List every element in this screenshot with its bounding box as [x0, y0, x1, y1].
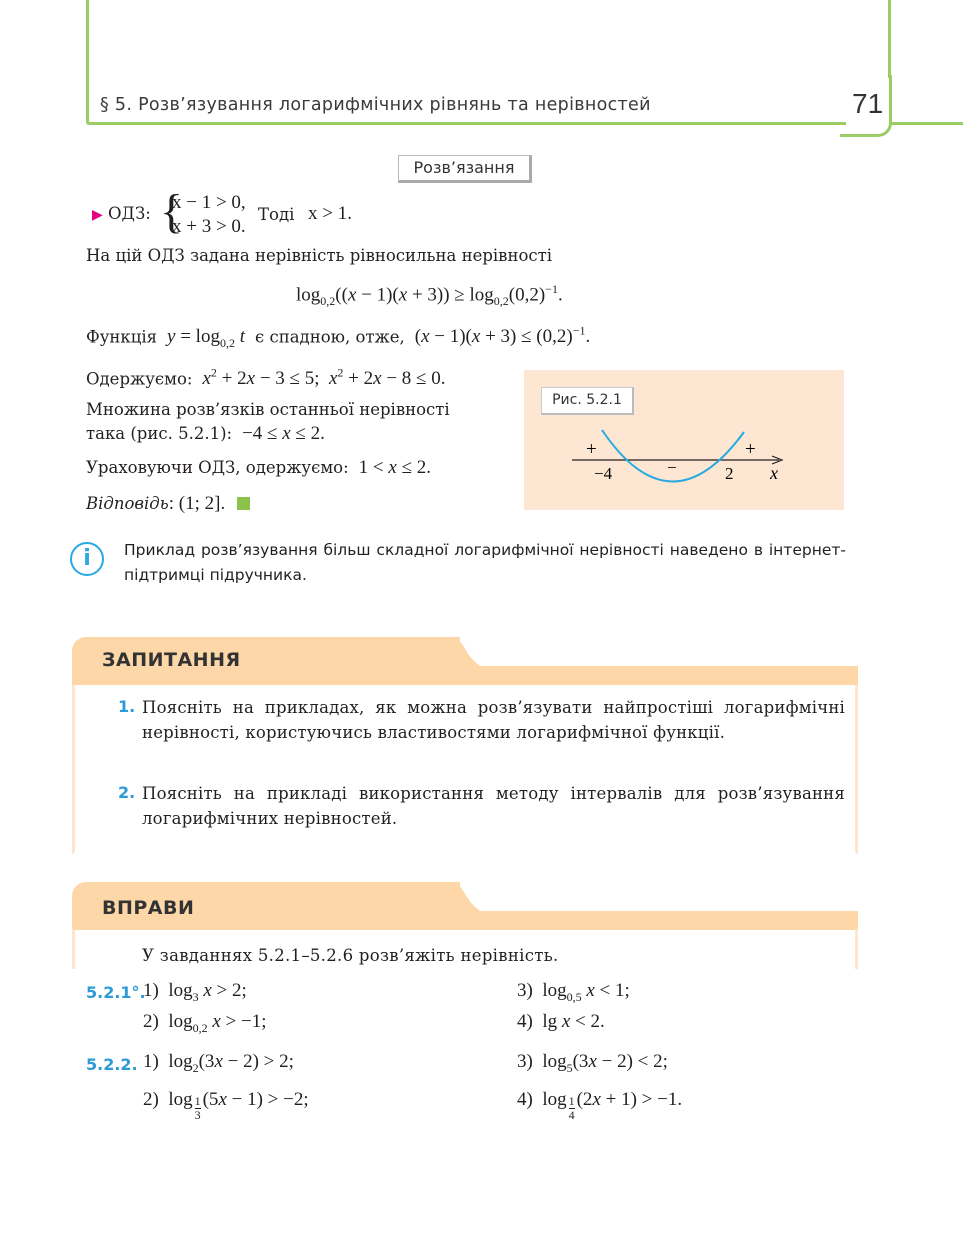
obtain-line: [86, 361, 445, 391]
parabola-figure: [524, 370, 844, 510]
page-header: § 5. Розв’язування логарифмічних рівнянь та нерівностей: [100, 95, 651, 115]
obtain-prefix: Одержуємо:: [86, 369, 193, 389]
end-of-solution-square-icon: [237, 497, 250, 510]
exercise-number-5-2-1: 5.2.1°.: [86, 983, 146, 1002]
exercise-5-2-2-item-1: 1) $\log_2(3x - 2) > 2$;: [143, 1051, 294, 1075]
account-prefix: Ураховуючи ОДЗ, одержуємо:: [86, 458, 349, 477]
solution-label: Розв’язання: [398, 155, 532, 183]
set-line-2-prefix: така (рис. 5.2.1):: [86, 424, 233, 443]
odz-line: [92, 201, 151, 228]
axis-name: x: [770, 463, 778, 483]
func-prefix: Функція: [86, 327, 158, 347]
page-number: 71: [852, 88, 884, 119]
then-expr: x > 1.: [308, 203, 352, 224]
frame-right-extension: [890, 122, 963, 125]
fraction-one-quarter: $\frac{1}{4}$: [568, 1094, 575, 1122]
func-middle: є спадною, отже,: [254, 327, 405, 347]
exercise-5-2-2-item-2: 2) log $\frac{1}{3}$ (5x − 1) > −2;: [143, 1089, 309, 1122]
exercise-5-2-1-item-4: 4) lg x < 2.: [517, 1011, 605, 1032]
func-expr: $y = \log_{0,2} t$: [167, 326, 245, 351]
exercise-5-2-2-item-3: 3) $\log_5(3x - 2) < 2$;: [517, 1051, 668, 1075]
plus-left: +: [586, 439, 597, 460]
odz-prefix: ОДЗ:: [108, 204, 151, 223]
tick-label-right: 2: [725, 464, 734, 483]
exercise-5-2-1-item-1: 1) $\log_3 x > 2$;: [143, 980, 247, 1004]
minus-sign: −: [667, 458, 677, 477]
info-text: Приклад розв’язування більш складної логарифмічної нерівності наведено в інтернет-підтримці підручника.: [124, 541, 846, 584]
solution-line-1: На цій ОДЗ задана нерівність рівносильна нерівності: [86, 246, 553, 265]
question-number-1: 1.: [118, 697, 136, 716]
figure-label: Рис. 5.2.1: [541, 387, 634, 415]
obtain-expr: $x^2 + 2x - 3 \le 5$; $x^2 + 2x - 8 \le 0$.: [202, 366, 446, 390]
answer-line: [86, 491, 250, 516]
exercises-intro: У завданнях 5.2.1–5.2.6 розв’яжіть нерівність.: [142, 946, 559, 965]
set-line-1: Множина розв’язків останньої нерівності: [86, 400, 450, 419]
system-brace: {: [160, 185, 184, 238]
account-line: [86, 455, 431, 480]
answer-label: Відповідь: [86, 494, 169, 513]
account-expr: 1 < x ≤ 2.: [353, 457, 432, 478]
exercise-5-2-1-item-2: 2) $\log_{0,2} x > -1$;: [143, 1011, 267, 1035]
func-result: $(x - 1)(x + 3) \le (0,2)^{-1}$.: [410, 324, 591, 348]
tick-label-left: −4: [594, 464, 613, 483]
fraction-one-third: $\frac{1}{3}$: [194, 1094, 201, 1122]
exercises-title: ВПРАВИ: [102, 897, 195, 919]
question-text-2: Поясніть на прикладі використання методу інтервалів для розв’язування логарифмічних нерівностей.: [142, 784, 845, 828]
question-text-1: Поясніть на прикладах, як можна розв’язувати найпростіші логарифмічні нерівності, користуючись властивостями логарифмічної функції.: [142, 698, 845, 742]
exercise-number-5-2-2: 5.2.2.: [86, 1055, 138, 1074]
question-number-2: 2.: [118, 783, 136, 802]
set-line-2-expr: −4 ≤ x ≤ 2.: [237, 423, 325, 444]
system-line-1: x − 1 > 0,: [172, 192, 246, 213]
plus-right: +: [745, 439, 756, 460]
exercise-5-2-2-item-4: 4) log $\frac{1}{4}$ (2x + 1) > −1.: [517, 1089, 683, 1122]
system-line-2: x + 3 > 0.: [172, 216, 246, 237]
main-inequality: $\log_{0,2}((x - 1)(x + 3)) \ge \log_{0,2}(0,2)^{-1}$.: [296, 282, 563, 309]
function-line: [86, 319, 590, 356]
frame-left-line: [86, 0, 89, 122]
triangle-marker-icon: ▶: [92, 207, 103, 223]
answer-expr: : (1; 2].: [168, 493, 226, 514]
info-icon: i: [70, 542, 104, 576]
set-line-2: [86, 421, 325, 446]
exercise-5-2-1-item-3: 3) $\log_{0,5} x < 1$;: [517, 980, 630, 1004]
frame-right-line: [888, 0, 891, 78]
exercises-header-slope: [440, 882, 858, 930]
frame-bottom-line: [86, 122, 846, 125]
questions-title: ЗАПИТАННЯ: [102, 649, 241, 671]
then-text: Тоді: [258, 205, 295, 224]
questions-header-slope: [440, 637, 858, 685]
